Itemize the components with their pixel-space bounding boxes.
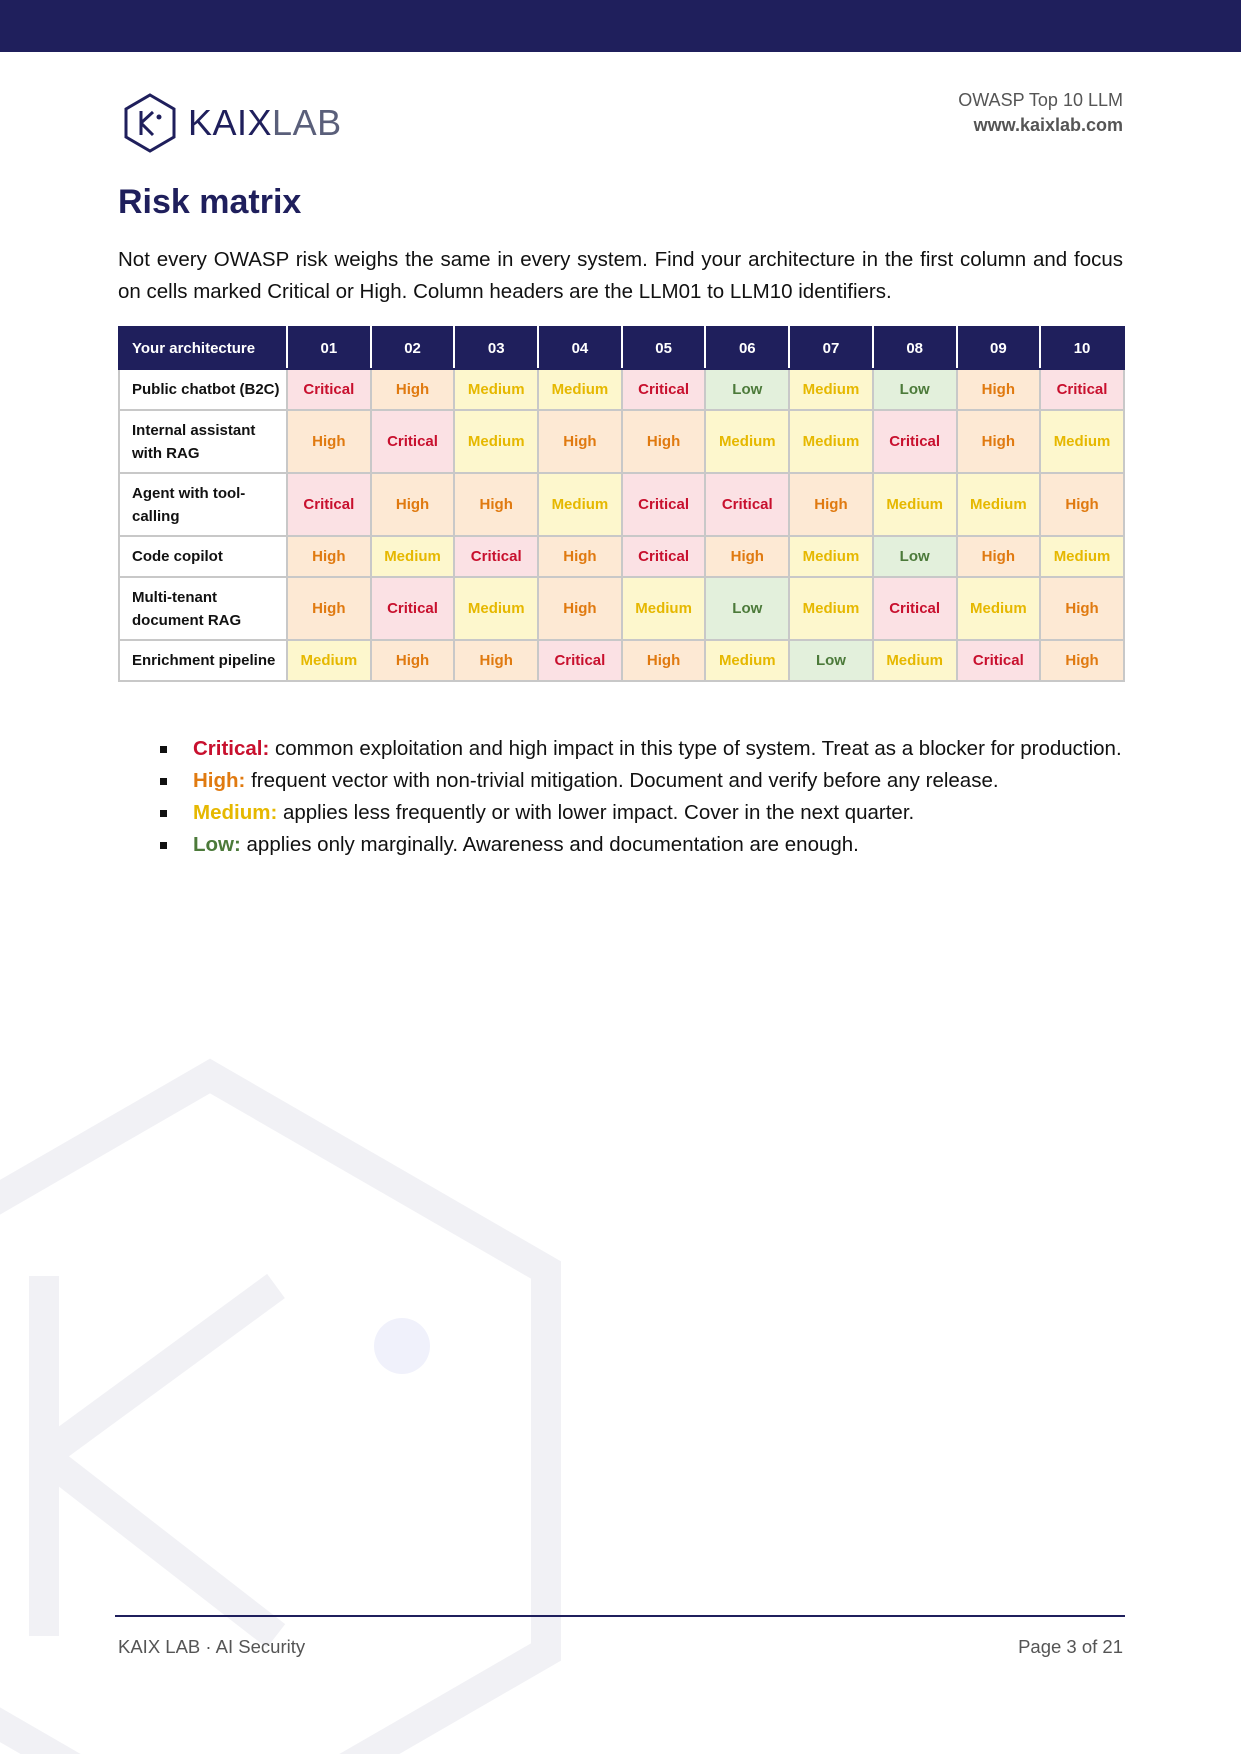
risk-cell: Critical <box>705 473 789 536</box>
legend-label: Critical: <box>193 737 270 760</box>
risk-cell: High <box>789 473 873 536</box>
risk-cell: High <box>1040 640 1124 681</box>
risk-cell: Medium <box>1040 410 1124 473</box>
risk-cell: High <box>957 410 1041 473</box>
risk-cell: Critical <box>1040 369 1124 410</box>
column-header: 07 <box>789 327 873 369</box>
risk-cell: Medium <box>705 640 789 681</box>
risk-cell: Critical <box>622 536 706 577</box>
column-header-architecture: Your architecture <box>119 327 287 369</box>
page-number: Page 3 of 21 <box>1018 1636 1123 1657</box>
column-header: 05 <box>622 327 706 369</box>
top-banner <box>0 0 1241 52</box>
risk-cell: Medium <box>454 369 538 410</box>
column-header: 02 <box>371 327 455 369</box>
section-title: Risk matrix <box>118 183 302 221</box>
risk-cell: High <box>705 536 789 577</box>
legend-text: applies less frequently or with lower impact. Cover in the next quarter. <box>277 801 915 824</box>
legend-item-medium <box>160 797 1123 829</box>
architecture-cell: Agent with tool-calling <box>119 473 287 536</box>
risk-cell: High <box>287 410 371 473</box>
table-row <box>119 536 1124 577</box>
column-header: 08 <box>873 327 957 369</box>
document-title: OWASP Top 10 LLM <box>958 90 1123 110</box>
table-row <box>119 640 1124 681</box>
risk-cell: Low <box>873 536 957 577</box>
risk-cell: High <box>957 536 1041 577</box>
risk-cell: Low <box>705 369 789 410</box>
legend-text: applies only marginally. Awareness and documentation are enough. <box>240 833 859 856</box>
risk-cell: High <box>957 369 1041 410</box>
table-row <box>119 369 1124 410</box>
risk-cell: High <box>371 640 455 681</box>
risk-cell: Medium <box>454 577 538 640</box>
risk-cell: Low <box>873 369 957 410</box>
column-header: 09 <box>957 327 1041 369</box>
brand-name <box>188 102 342 144</box>
table-row <box>119 577 1124 640</box>
website-link[interactable]: www.kaixlab.com <box>973 115 1123 135</box>
column-header: 03 <box>454 327 538 369</box>
risk-cell: Medium <box>1040 536 1124 577</box>
legend-text: common exploitation and high impact in this type of system. Treat as a blocker for production. <box>269 737 1122 760</box>
risk-cell: High <box>371 369 455 410</box>
risk-cell: High <box>538 410 622 473</box>
column-header: 10 <box>1040 327 1124 369</box>
hexagon-k-logo-icon <box>122 92 178 154</box>
risk-cell: High <box>1040 577 1124 640</box>
legend-label: Low: <box>193 833 241 856</box>
risk-cell: Medium <box>873 473 957 536</box>
kaixlab-logo[interactable] <box>122 92 342 154</box>
risk-cell: Low <box>789 640 873 681</box>
architecture-cell: Internal assistant with RAG <box>119 410 287 473</box>
risk-cell: High <box>622 410 706 473</box>
risk-cell: Medium <box>538 473 622 536</box>
footer-company: KAIX LAB · AI Security <box>118 1636 306 1657</box>
column-header: 04 <box>538 327 622 369</box>
risk-cell: Medium <box>705 410 789 473</box>
risk-matrix-table <box>118 326 1125 682</box>
risk-cell: High <box>454 640 538 681</box>
risk-cell: Medium <box>957 577 1041 640</box>
risk-cell: Critical <box>371 577 455 640</box>
column-header: 06 <box>705 327 789 369</box>
risk-cell: Critical <box>873 577 957 640</box>
architecture-cell: Multi-tenant document RAG <box>119 577 287 640</box>
risk-cell: High <box>454 473 538 536</box>
risk-cell: Medium <box>789 369 873 410</box>
architecture-cell: Public chatbot (B2C) <box>119 369 287 410</box>
risk-cell: Critical <box>454 536 538 577</box>
brand-name-main: KAIX <box>188 102 273 143</box>
legend-label: High: <box>193 769 246 792</box>
risk-cell: Critical <box>287 473 371 536</box>
risk-cell: Critical <box>287 369 371 410</box>
risk-cell: Medium <box>538 369 622 410</box>
risk-cell: High <box>287 536 371 577</box>
legend-item-high <box>160 765 1123 797</box>
legend-item-critical <box>160 733 1123 765</box>
architecture-cell: Code copilot <box>119 536 287 577</box>
risk-cell: Medium <box>371 536 455 577</box>
risk-cell: Critical <box>957 640 1041 681</box>
risk-cell: High <box>622 640 706 681</box>
risk-cell: Critical <box>538 640 622 681</box>
brand-name-light: LAB <box>272 102 342 143</box>
legend-item-low <box>160 829 1123 861</box>
legend-text: frequent vector with non-trivial mitigation. Document and verify before any release. <box>245 769 999 792</box>
risk-cell: High <box>371 473 455 536</box>
risk-level-legend <box>160 733 1123 861</box>
section-intro: Not every OWASP risk weighs the same in every system. Find your architecture in the first column and focus on cells marked Critical or High. Column headers are the LLM01 to LLM10 identifiers. <box>118 248 1123 303</box>
risk-cell: Medium <box>789 536 873 577</box>
table-header-row <box>119 327 1124 369</box>
risk-cell: Critical <box>622 473 706 536</box>
risk-cell: High <box>538 536 622 577</box>
risk-cell: Critical <box>873 410 957 473</box>
risk-cell: High <box>287 577 371 640</box>
column-header: 01 <box>287 327 371 369</box>
footer-divider <box>115 1615 1125 1617</box>
risk-cell: Medium <box>454 410 538 473</box>
table-row <box>119 473 1124 536</box>
risk-cell: Medium <box>789 410 873 473</box>
legend-label: Medium: <box>193 801 278 824</box>
risk-cell: Low <box>705 577 789 640</box>
risk-cell: Critical <box>371 410 455 473</box>
risk-cell: Medium <box>287 640 371 681</box>
risk-cell: Critical <box>622 369 706 410</box>
architecture-cell: Enrichment pipeline <box>119 640 287 681</box>
risk-cell: Medium <box>873 640 957 681</box>
risk-cell: Medium <box>622 577 706 640</box>
risk-cell: Medium <box>957 473 1041 536</box>
table-row <box>119 410 1124 473</box>
risk-cell: High <box>1040 473 1124 536</box>
risk-cell: Medium <box>789 577 873 640</box>
document-header-info <box>958 88 1123 138</box>
risk-cell: High <box>538 577 622 640</box>
